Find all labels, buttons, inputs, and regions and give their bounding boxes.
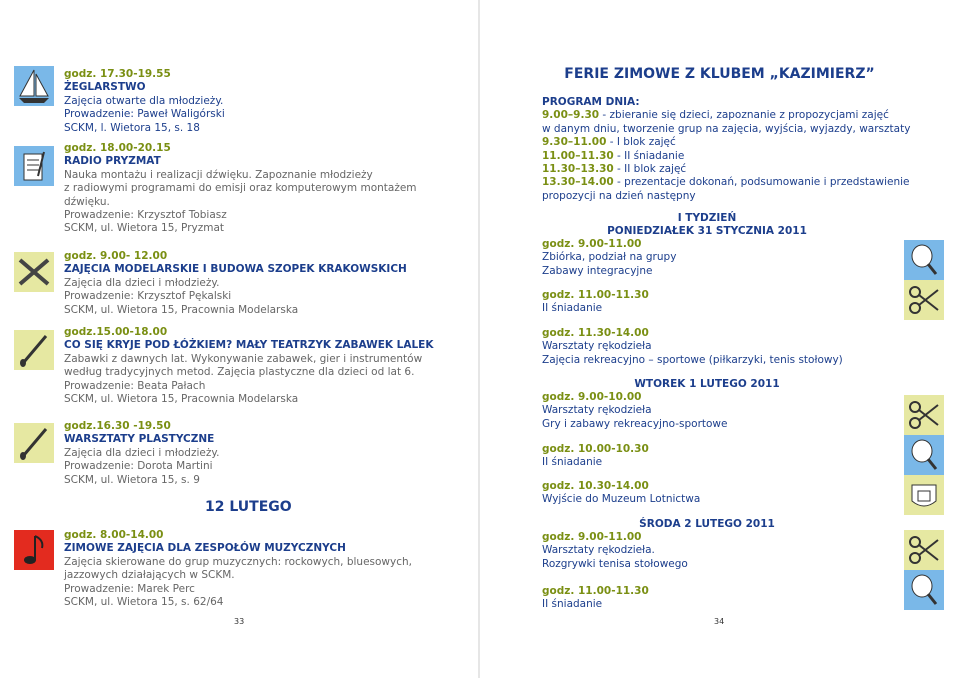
- program-text: - zbieranie się dzieci, zapoznanie z propozycjami zajęć: [599, 109, 889, 122]
- program-time: 13.30–14.00: [542, 176, 614, 189]
- program-text: propozycji na dzień następny: [542, 189, 696, 202]
- museum-icon: [904, 475, 944, 515]
- event-modelling: [64, 250, 407, 317]
- program-text: - prezentacje dokonań, podsumowanie i przedstawienie: [613, 176, 910, 189]
- week-title: I TYDZIEŃ: [677, 212, 737, 224]
- schedule-item: [542, 391, 872, 431]
- day-heading: PONIEDZIAŁEK 31 STYCZNIA 2011: [607, 225, 807, 237]
- item-time: godz. 9.00-11.00: [542, 531, 642, 543]
- page-number: 33: [234, 617, 245, 626]
- event-line: Prowadzenie: Krzysztof Pękalski: [64, 290, 232, 303]
- ping-pong-icon: [904, 435, 944, 475]
- event-time: godz. 17.30-19.55: [64, 68, 171, 80]
- scissors-icon: [904, 280, 944, 320]
- event-toys: [64, 326, 434, 406]
- program-text: w danym dniu, tworzenie grup na zajęcia, wyjścia, wyjazdy, warsztaty: [542, 122, 911, 135]
- program-text: - II blok zajęć: [613, 163, 687, 176]
- notepad-icon: [14, 146, 54, 186]
- item-time: godz. 10.30-14.00: [542, 480, 649, 492]
- event-title: CO SIĘ KRYJE POD ŁÓŻKIEM? MAŁY TEATRZYK ZABAWEK LALEK: [64, 339, 434, 352]
- event-line: Nauka montażu i realizacji dźwięku. Zapoznanie młodzieży: [64, 168, 373, 181]
- event-radio: [64, 142, 417, 236]
- event-line: Zajęcia otwarte dla młodzieży.: [64, 94, 224, 107]
- program-text: - II śniadanie: [613, 149, 685, 162]
- item-line: II śniadanie: [542, 302, 603, 315]
- event-line: Prowadzenie: Marek Perc: [64, 582, 195, 595]
- event-title: RADIO PRYZMAT: [64, 155, 161, 168]
- day-heading: ŚRODA 2 LUTEGO 2011: [639, 518, 775, 530]
- event-line: według tradycyjnych metod. Zajęcia plastyczne dla dzieci od lat 6.: [64, 366, 415, 379]
- schedule-item: [542, 289, 872, 316]
- program: [542, 96, 911, 203]
- event-art: [64, 420, 404, 487]
- event-line: Zajęcia dla dzieci i młodzieży.: [64, 276, 220, 289]
- music-note-icon: [14, 530, 54, 570]
- event-line: z radiowymi programami do emisji oraz komputerowym montażem: [64, 182, 417, 195]
- item-time: godz. 11.00-11.30: [542, 585, 649, 597]
- event-line: Zabawki z dawnych lat. Wykonywanie zabawek, gier i instrumentów: [64, 352, 423, 365]
- item-time: godz. 11.30-14.00: [542, 327, 649, 339]
- event-time: godz. 9.00- 12.00: [64, 250, 168, 262]
- item-line: Wyjście do Muzeum Lotnictwa: [542, 493, 701, 506]
- page-title: FERIE ZIMOWE Z KLUBEM „KAZIMIERZ”: [564, 66, 875, 82]
- event-line: Prowadzenie: Paweł Waligórski: [64, 108, 225, 121]
- schedule-item: [542, 443, 872, 470]
- event-sailing: [64, 68, 404, 135]
- event-line: Zajęcia dla dzieci i młodzieży.: [64, 446, 220, 459]
- event-line: jazzowych działających w SCKM.: [64, 569, 235, 582]
- item-line: II śniadanie: [542, 598, 603, 611]
- program-label: PROGRAM DNIA:: [542, 96, 640, 108]
- day-heading: WTOREK 1 LUTEGO 2011: [634, 378, 780, 390]
- program-time: 9.00–9.30: [542, 109, 600, 122]
- brush-icon: [14, 423, 54, 463]
- event-title: ZAJĘCIA MODELARSKIE I BUDOWA SZOPEK KRAKOWSKICH: [64, 263, 407, 276]
- item-line: Warsztaty rękodzieła: [542, 404, 652, 417]
- page-number: 34: [714, 617, 725, 626]
- event-title: WARSZTATY PLASTYCZNE: [64, 433, 215, 446]
- item-line: Zajęcia rekreacyjno – sportowe (piłkarzyki, tenis stołowy): [542, 353, 843, 366]
- page-fold: [478, 0, 480, 678]
- event-line: Zajęcia skierowane do grup muzycznych: rockowych, bluesowych,: [64, 555, 412, 568]
- scissors-icon: [904, 395, 944, 435]
- event-line: Prowadzenie: Krzysztof Tobiasz: [64, 209, 227, 222]
- tools-icon: [14, 252, 54, 292]
- event-line: dźwięku.: [64, 195, 110, 208]
- item-line: Gry i zabawy rekreacyjno-sportowe: [542, 417, 728, 430]
- item-time: godz. 9.00-10.00: [542, 391, 642, 403]
- program-time: 11.30–13.30: [542, 163, 614, 176]
- schedule-item: [542, 585, 872, 612]
- ping-pong-icon: [904, 570, 944, 610]
- program-time: 9.30–11.00: [542, 136, 607, 149]
- event-title: ŻEGLARSTWO: [64, 81, 146, 94]
- item-line: Zbiórka, podział na grupy: [542, 251, 677, 264]
- event-time: godz. 8.00-14.00: [64, 529, 164, 541]
- item-time: godz. 11.00-11.30: [542, 289, 649, 301]
- item-line: Warsztaty rękodzieła: [542, 340, 652, 353]
- item-time: godz. 10.00-10.30: [542, 443, 649, 455]
- event-line: SCKM, ul. Wietora 15, Pracownia Modelarska: [64, 393, 299, 406]
- event-line: SCKM, ul. Wietora 15, s. 9: [64, 473, 200, 486]
- schedule-item: [542, 238, 872, 278]
- sailboat-icon: [14, 66, 54, 106]
- event-music: [64, 529, 412, 609]
- schedule-item: [542, 480, 872, 507]
- item-line: Warsztaty rękodzieła.: [542, 544, 655, 557]
- program-time: 11.00–11.30: [542, 149, 614, 162]
- item-time: godz. 9.00-11.00: [542, 238, 642, 250]
- ping-pong-icon: [904, 240, 944, 280]
- event-line: SCKM, ul. Wietora 15, Pryzmat: [64, 222, 225, 235]
- item-line: Zabawy integracyjne: [542, 264, 653, 277]
- event-time: godz.16.30 -19.50: [64, 420, 171, 432]
- date-heading: 12 LUTEGO: [205, 499, 292, 515]
- scissors-icon: [904, 530, 944, 570]
- event-line: SCKM, ul. Wietora 15, Pracownia Modelarska: [64, 303, 299, 316]
- event-line: Prowadzenie: Beata Pałach: [64, 379, 206, 392]
- item-line: Rozgrywki tenisa stołowego: [542, 557, 688, 570]
- event-line: SCKM, l. Wietora 15, s. 18: [64, 121, 200, 134]
- item-line: II śniadanie: [542, 456, 603, 469]
- program-text: - I blok zajęć: [606, 136, 676, 149]
- schedule-item: [542, 327, 872, 367]
- event-line: Prowadzenie: Dorota Martini: [64, 460, 213, 473]
- event-time: godz. 18.00-20.15: [64, 142, 171, 154]
- event-title: ZIMOWE ZAJĘCIA DLA ZESPOŁÓW MUZYCZNYCH: [64, 542, 346, 555]
- event-line: SCKM, ul. Wietora 15, s. 62/64: [64, 596, 224, 609]
- event-time: godz.15.00-18.00: [64, 326, 168, 338]
- schedule-item: [542, 531, 872, 571]
- brush-icon: [14, 330, 54, 370]
